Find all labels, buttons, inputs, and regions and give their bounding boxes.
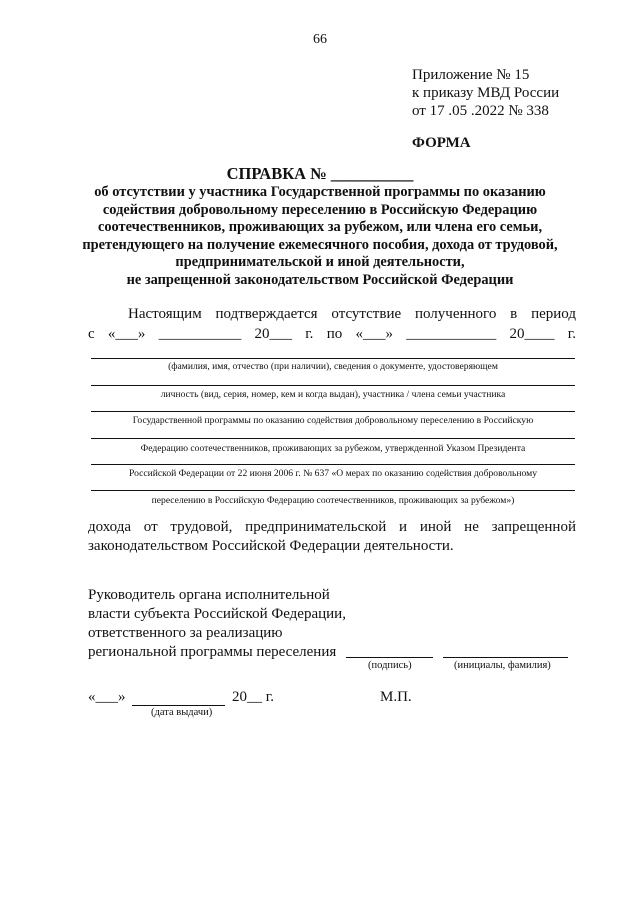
issue-date-month-line <box>132 705 225 706</box>
field-caption: Российской Федерации от 22 июня 2006 г. № 637 «О мерах по оказанию содействия добровольному <box>129 468 537 479</box>
fill-line <box>91 385 575 386</box>
income-line-1: дохода от трудовой, предпринимательской и иной не запрещенной <box>88 519 576 535</box>
appendix-line-2: к приказу МВД России <box>412 85 560 101</box>
period-line: с «___» ___________ 20___ г. по «___» ____________ 20____ г. <box>88 326 576 342</box>
subtitle-line: содействия добровольному переселению в Российскую Федерацию <box>102 201 538 218</box>
fill-line <box>91 358 575 359</box>
signatory-line-3: ответственного за реализацию <box>88 625 283 641</box>
form-label: ФОРМА <box>412 135 471 151</box>
initials-caption: (инициалы, фамилия) <box>454 660 551 671</box>
document-subtitle <box>60 184 580 289</box>
subtitle-line: претендующего на получение ежемесячного пособия, дохода от трудовой, <box>82 236 558 253</box>
subtitle-line: не запрещенной законодательством Российской Федерации <box>126 271 514 288</box>
fill-line <box>91 411 575 412</box>
signature-line <box>346 657 433 658</box>
field-caption: личность (вид, серия, номер, кем и когда выдан), участника / члена семьи участника <box>160 389 506 400</box>
subtitle-line: предпринимательской и иной деятельности, <box>175 254 465 270</box>
appendix-line-3: от 17 .05 .2022 № 338 <box>412 103 549 119</box>
signatory-line-1: Руководитель органа исполнительной <box>88 587 330 603</box>
subtitle-line: соотечественников, проживающих за рубежом, или члена его семьи, <box>97 219 543 235</box>
appendix-line-1: Приложение № 15 <box>412 67 530 83</box>
initials-line <box>443 657 568 658</box>
signatory-line-2: власти субъекта Российской Федерации, <box>88 606 346 622</box>
field-caption: переселению в Российскую Федерацию соотечественников, проживающих за рубежом») <box>151 495 515 506</box>
field-caption: (фамилия, имя, отчество (при наличии), сведения о документе, удостоверяющем <box>168 361 498 372</box>
fill-line <box>91 490 575 491</box>
fill-line <box>91 438 575 439</box>
document-title: СПРАВКА № __________ <box>226 164 414 183</box>
signature-caption: (подпись) <box>368 660 412 671</box>
fill-line <box>91 464 575 465</box>
field-caption: Государственной программы по оказанию содействия добровольному переселению в Российскую <box>132 415 534 426</box>
field-caption: Федерацию соотечественников, проживающих за рубежом, утвержденной Указом Президента <box>140 443 526 454</box>
signatory-line-4: региональной программы переселения <box>88 644 337 660</box>
issue-date-day: «___» <box>88 689 126 705</box>
confirmation-line-1: Настоящим подтверждается отсутствие полученного в период <box>128 306 576 322</box>
issue-date-caption: (дата выдачи) <box>151 707 213 718</box>
issue-date-year: 20__ г. <box>232 689 274 705</box>
seal-label: М.П. <box>380 689 412 705</box>
income-line-2: законодательством Российской Федерации деятельности. <box>88 538 454 554</box>
page-number: 66 <box>313 32 327 47</box>
subtitle-line: об отсутствии у участника Государственной программы по оказанию <box>94 184 546 200</box>
